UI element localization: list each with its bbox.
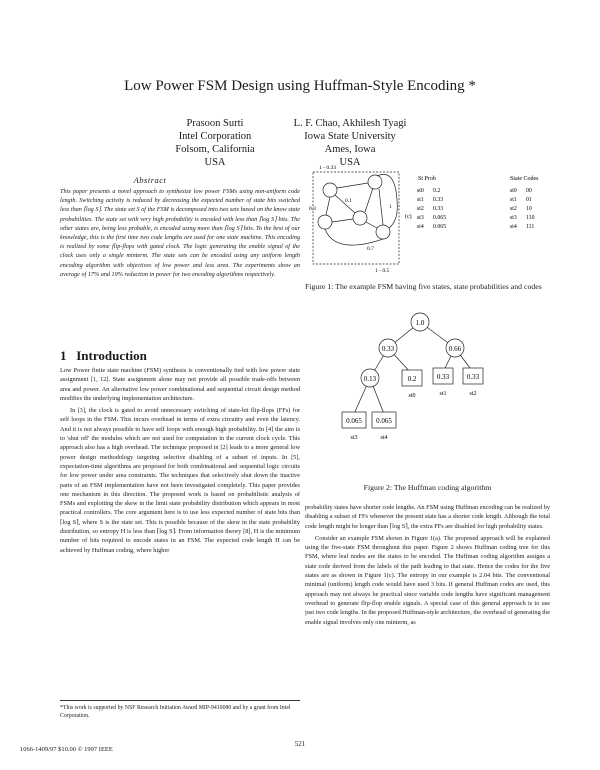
section-number: 1 (60, 348, 67, 363)
author-affiliation: Iowa State University (304, 131, 396, 142)
copyright-line: 1066-1409/97 $10.00 © 1997 IEEE (20, 746, 113, 753)
page-number: 521 (294, 740, 306, 748)
state-name: st0 (510, 188, 517, 194)
leaf-label: st1 (439, 391, 447, 397)
root-prob: 1.0 (415, 319, 425, 327)
state-name: st2 (417, 206, 424, 212)
edge-label: 1 - 0.5 (375, 268, 390, 274)
code-header: State Codes (510, 176, 539, 182)
state-code: 111 (526, 224, 535, 230)
state-node (368, 175, 382, 189)
section-heading (60, 348, 147, 364)
leaf-prob: 0.33 (436, 373, 450, 381)
state-node (318, 215, 332, 229)
footnote: *This work is supported by NSF Research Initiation Award MIP-9410080 and by a grant from Intel Corporation. (60, 700, 300, 720)
node-prob: 0.13 (363, 375, 377, 383)
author-block-1 (150, 117, 280, 169)
edge-label: 0.1 (345, 198, 352, 204)
state-prob: 0.065 (433, 215, 447, 221)
left-column (60, 366, 300, 696)
edge-label: 1 - 0.33 (319, 165, 336, 171)
state-name: st4 (510, 224, 517, 230)
paragraph: In [3], the clock is gated to avoid unnecessary switching of state-bit flip-flops (FFs) for self loops in the FSM. This incurs overhead in terms of extra circuitry and even the latency. And it is not always possible to have self loops with enough high probability. In [4] the aim is to 'shut off' the modules which are not used for computation in the current clock cycle. This approach also has a high overhead. The technique proposed in [2] leads to a more general low power design methodology targeting selective disabling of a subset of inputs. In [5], expectation-time algorithms are proposed for both combinational and sequential logic circuits for low power under area constraints. The techniques that selectively shut down the inactive parts of an FSM implementation have not been investigated completely. This paper provides one mechanism in this direction. The proposed work is based on probabilistic analysis of FSMs and exploiting the skew in the limit state probability distribution which appears in most practical controllers. The core argument here is to use less expected number of state bits than ⌈log S⌉, where S is the state set. This is possible because of the skew in the state probability distribution, so entropy H is less than ⌈log S⌉. From information theory [8], H is the minimum number of bits required to encode states in an FSM. The expected code length H can be achieved by Huffman coding, where higher (60, 407, 300, 554)
author-city: Ames, Iowa (324, 144, 376, 155)
state-name: st0 (417, 188, 424, 194)
edge-label: 0.3 (309, 206, 316, 212)
state-prob: 0.2 (433, 188, 441, 194)
author-name: Prasoon Surti (186, 118, 244, 129)
leaf-prob: 0.065 (376, 417, 392, 425)
fsm-boundary (313, 172, 399, 264)
author-name: L. F. Chao, Akhilesh Tyagi (293, 118, 407, 129)
right-column (305, 503, 550, 728)
state-name: st1 (417, 197, 424, 203)
state-node (353, 211, 367, 225)
paragraph: Low Power finite state machine (FSM) synthesis is conventionally tied with low power state assignment [1, 12]. State assignment alone may not provide all possible trade-offs between area and power. An alternative low power combinational and sequential circuit design method modifies the underlying implementation architecture. (60, 367, 300, 402)
leaf-prob: 0.065 (346, 417, 362, 425)
figure-subpart-label: (c) (405, 214, 412, 220)
leaf-prob: 0.2 (407, 375, 417, 383)
state-name: st3 (417, 215, 424, 221)
node-prob: 0.66 (448, 345, 462, 353)
author-affiliation: Intel Corporation (178, 131, 252, 142)
leaf-label: st4 (380, 435, 388, 441)
state-code: 10 (526, 206, 532, 212)
figure-1 (305, 160, 555, 280)
paper-title: Low Power FSM Design using Huffman-Style Encoding * (124, 78, 476, 94)
leaf-label: st2 (469, 391, 477, 397)
leaf-label: st0 (408, 393, 416, 399)
abstract-text: This paper presents a novel approach to synthesize low power FSMs using non-uniform code length. Switching activity is reduced by decreasing the expected number of state bits switched less than ⌈log S⌉. The state set S of the FSM is decomposed into two sets based on the know state probabilities. The state set with very high probability is encoded with less than ⌈log S⌉ bits. The other states are, being less probable, is encoded using more than ⌈log S⌉ bits. To the best of our knowledge, this is the first time two code lengths are used for one state machine. This encoding is realized by some flip-flops with gated clock. The logic generating the enable signal of the clock uses only a single minterm. The state sets can be encoded using any uniform length encoding algorithm with objectives of low power and less area. The experiments show an average of 17% and 19% reduction in power for two encoding algorithms respectively. (60, 188, 300, 278)
state-code: 110 (526, 215, 535, 221)
figure-2-caption: Figure 2: The Huffman coding algorithm (363, 483, 492, 492)
abstract-heading: Abstract (133, 175, 167, 185)
figure-1-caption: Figure 1: The example FSM having five states, state probabilities and codes (305, 282, 542, 291)
state-name: st3 (510, 215, 517, 221)
paragraph: Consider an example FSM shown in Figure 1(a). The proposed approach will be explained using the five-state FSM throughout this paper. Figure 2 shows Huffman coding tree for this FSM, where leaf nodes are the states to be encoded. The Huffman coding algorithm assigns a state code derived from the labels of the path leading to that state. Hence the codes for the five states are as shown in Figure 1(c). The entropy in our example is 2.04 bits. The conventional minimal (uniform) length code would have used 3 bits. If general Huffman codes are used, this approach may not always be practical since variable code lengths have significant management overhead to generate flip-flop enable signals. A special case of this general approach is to use just two code lengths. In the proposed Huffman-style architecture, the overhead of generating the enable signal involves only one minterm, as (305, 534, 550, 626)
state-name: st1 (510, 197, 517, 203)
edge-label: 0.7 (367, 246, 374, 252)
state-name: st4 (417, 224, 424, 230)
node-prob: 0.33 (381, 345, 395, 353)
state-node (376, 225, 390, 239)
leaf-prob: 0.33 (466, 373, 480, 381)
author-country: USA (204, 157, 226, 168)
state-code: 00 (526, 188, 532, 194)
author-city: Folsom, California (175, 144, 255, 155)
state-prob: 0.065 (433, 224, 447, 230)
edge-label: 1 (389, 204, 392, 210)
prob-header: St Prob (418, 176, 436, 182)
figure-2 (330, 308, 510, 473)
leaf-label: st3 (350, 435, 358, 441)
author-country: USA (339, 157, 361, 168)
section-title: Introduction (76, 348, 147, 363)
state-node (323, 183, 337, 197)
state-code: 01 (526, 197, 532, 203)
state-prob: 0.33 (433, 197, 444, 203)
state-prob: 0.33 (433, 206, 444, 212)
state-name: st2 (510, 206, 517, 212)
paragraph: probability states have shorter code lengths. An FSM using Huffman encoding can be realized by disabling a subset of FFs whenever the present state has a shorter code length. Although the total code length might be longer than ⌈log S⌉, the extra FFs are disabled for high probability states. (305, 504, 550, 530)
